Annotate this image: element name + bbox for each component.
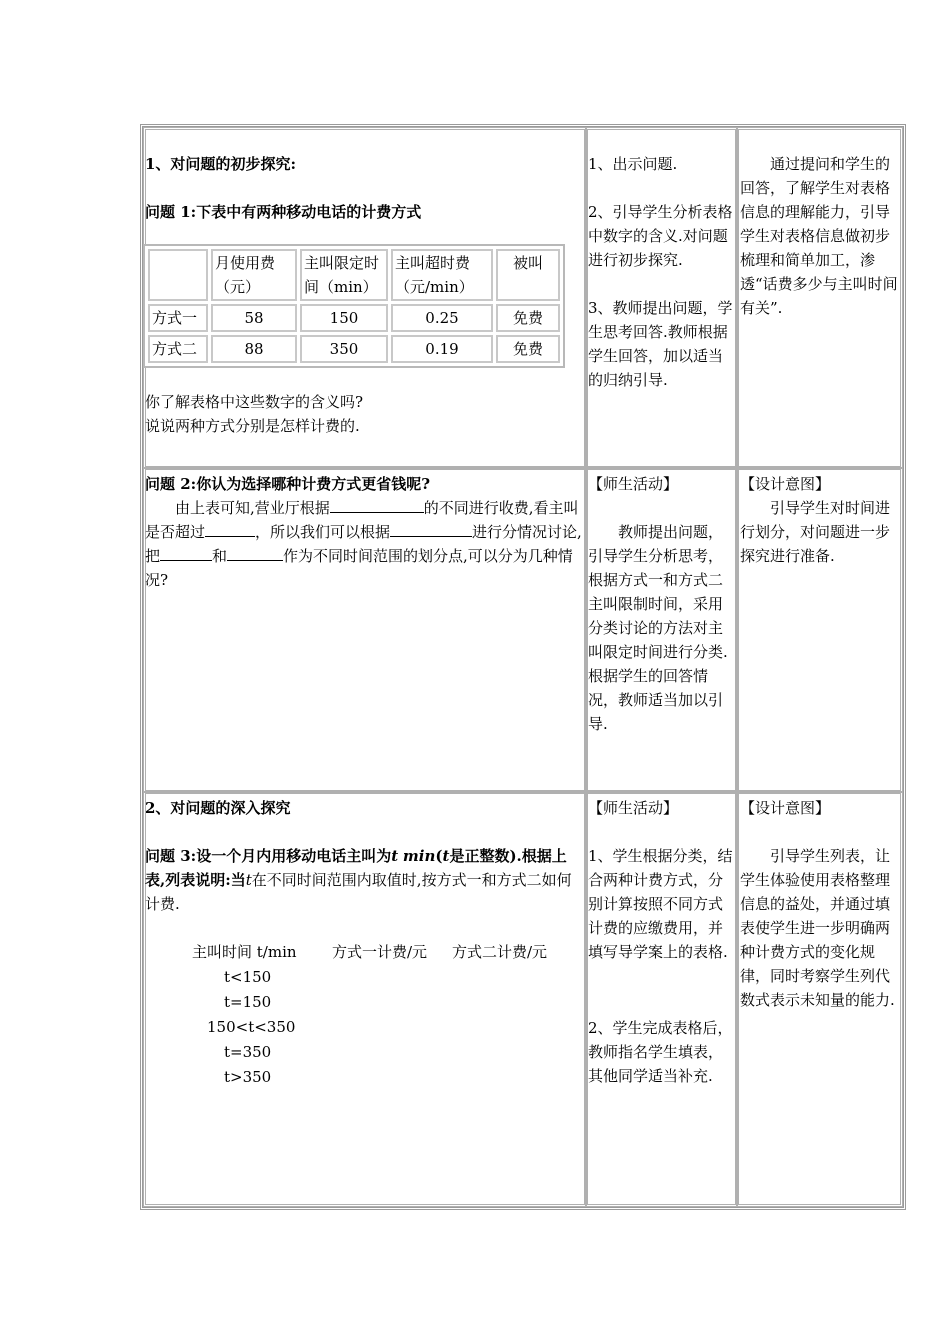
table-cell: 方式二	[148, 335, 208, 363]
section2-intent: 引导学生对时间进行划分，对问题进一步探究进行准备.	[740, 499, 891, 565]
table-header-row	[148, 249, 560, 301]
section2-activity: 教师提出问题，引导学生分析思考，根据方式一和方式二主叫限制时间，采用分类讨论的方法对主叫限定时间进行分类.根据学生的回答情况，教师适当加以引导.	[588, 523, 728, 733]
question3-text: 问题 3:设一个月内用移动电话主叫为t min(t是正整数).根据上表,列表说明:当t在不同时间范围内取值时,按方式一和方式二如何计费.	[145, 847, 572, 913]
table-cell: 方式一	[148, 304, 208, 332]
activity-item: 1、出示问题.	[588, 155, 678, 173]
blank-field[interactable]	[227, 560, 283, 561]
section3-intent-label: 【设计意图】	[740, 799, 831, 817]
time-range: t=350	[224, 1043, 272, 1061]
blank-field[interactable]	[330, 512, 424, 513]
question2-title: 问题 2:你认为选择哪种计费方式更省钱呢?	[145, 475, 430, 493]
question1-title: 问题 1:下表中有两种移动电话的计费方式	[145, 203, 422, 221]
table-cell: 88	[211, 335, 297, 363]
table-header-cell: 主叫限定时间（min）	[300, 249, 388, 301]
billing-col-plan1: 方式一计费/元	[332, 943, 428, 961]
section3-activity-label: 【师生活动】	[588, 799, 679, 817]
table-cell: 350	[300, 335, 388, 363]
time-range: t=150	[224, 993, 272, 1011]
time-range: 150<t<350	[207, 1018, 296, 1036]
blank-field[interactable]	[205, 536, 255, 537]
section3-intent: 引导学生列表，让学生体验使用表格整理信息的益处，并通过填表使学生进一步明确两种计费方式的变化规律，同时考察学生列代数式表示未知量的能力.	[740, 847, 895, 1009]
table-cell: 0.25	[391, 304, 493, 332]
blank-field[interactable]	[390, 536, 472, 537]
table-cell: 58	[211, 304, 297, 332]
blank-field[interactable]	[160, 560, 212, 561]
time-range: t<150	[224, 968, 272, 986]
table-row	[148, 335, 560, 363]
billing-col-time: 主叫时间 t/min	[192, 943, 297, 961]
table-cell: 免费	[496, 304, 560, 332]
billing-col-plan2: 方式二计费/元	[452, 943, 548, 961]
section3-activity-1: 1、学生根据分类，结合两种计费方式，分别计算按照不同方式计费的应缴费用，并填写导学案上的表格.	[588, 847, 733, 961]
question2-paragraph: 由上表可知,营业厅根据 的不同进行收费,看主叫是否超过 ，所以我们可以根据 进行分情况讨论,把 和 作为不同时间范围的划分点,可以分为几种情况?	[145, 499, 582, 589]
activity-item: 2、引导学生分析表格中数字的含义.对问题进行初步探究.	[588, 203, 733, 269]
section1-question-b: 说说两种方式分别是怎样计费的.	[145, 417, 360, 435]
section3-heading: 2、对问题的深入探究	[145, 799, 291, 817]
table-row	[148, 304, 560, 332]
table-header-cell: 被叫	[496, 249, 560, 301]
section1-activities	[588, 152, 736, 392]
table-cell: 150	[300, 304, 388, 332]
section1-question-a: 你了解表格中这些数字的含义吗?	[145, 393, 364, 411]
table-cell: 0.19	[391, 335, 493, 363]
section1-heading: 1、对问题的初步探究:	[145, 155, 296, 173]
section1-intent: 通过提问和学生的回答，了解学生对表格信息的理解能力，引导学生对表格信息做初步梳理和简单加工，渗透“话费多少与主叫时间有关”.	[740, 155, 898, 317]
time-range: t>350	[224, 1068, 272, 1086]
table-header-cell	[148, 249, 208, 301]
table-header-cell: 主叫超时费（元/min）	[391, 249, 493, 301]
activity-item: 3、教师提出问题，学生思考回答.教师根据学生回答，加以适当的归纳引导.	[588, 299, 733, 389]
fee-table	[143, 244, 565, 368]
section3-activity-2: 2、学生完成表格后，教师指名学生填表，其他同学适当补充.	[588, 1019, 733, 1085]
section2-intent-label: 【设计意图】	[740, 475, 831, 493]
table-header-cell: 月使用费（元）	[211, 249, 297, 301]
table-cell: 免费	[496, 335, 560, 363]
section2-activity-label: 【师生活动】	[588, 475, 679, 493]
